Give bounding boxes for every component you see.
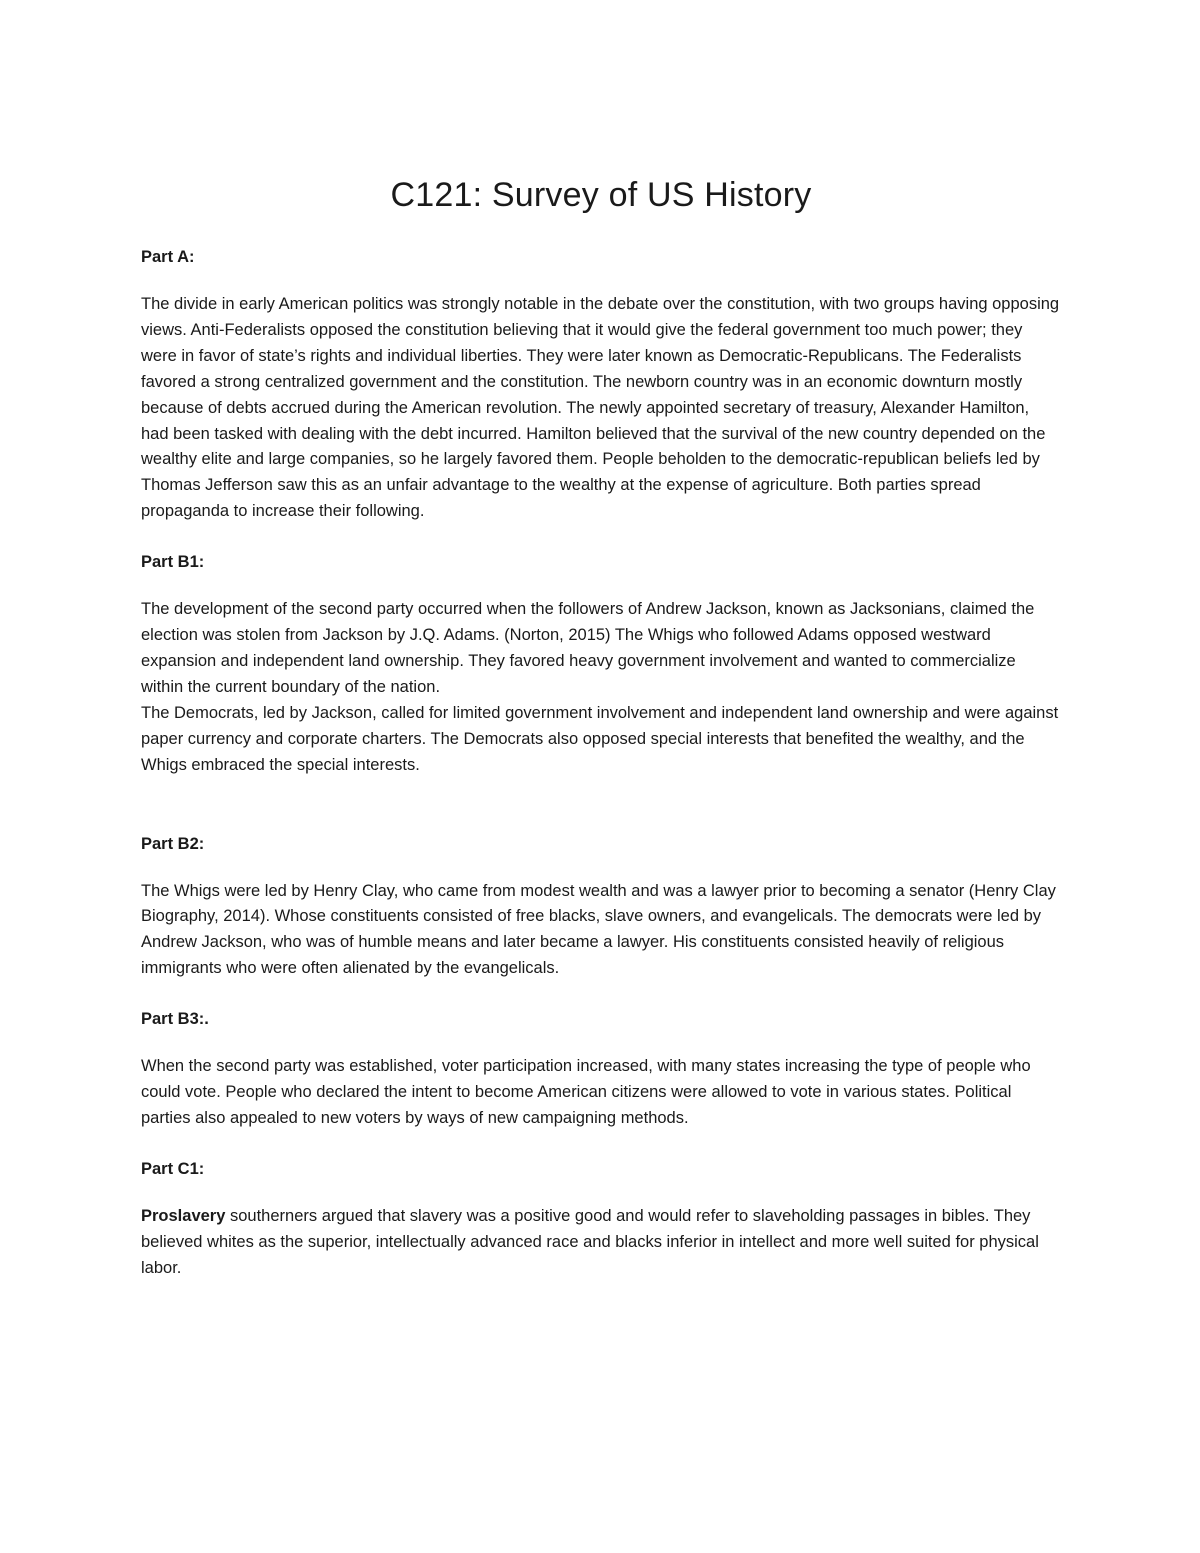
section-paragraph-part-b3: When the second party was established, voter participation increased, with many states increasing the type of people who could vote. People who declared the intent to become American citizens were allowed to vote in various states. Political parties also appealed to new voters by ways of new campaigning methods.: [141, 1057, 1031, 1127]
page-title: C121: Survey of US History: [390, 176, 812, 214]
section-paragraph-part-c1: [141, 1204, 1061, 1282]
section-heading-part-a: Part A:: [141, 248, 195, 266]
section-paragraph-part-b1-2: The Democrats, led by Jackson, called for limited government involvement and independent land ownership and were against paper currency and corporate charters. The Democrats also opposed special interests that benefited the wealthy, and the Whigs embraced the special interests.: [141, 703, 1059, 774]
document-body: [141, 172, 1061, 1282]
section-heading-part-b2: Part B2:: [141, 834, 205, 853]
section-paragraph-part-c1-text: southerners argued that slavery was a positive good and would refer to slaveholding passages in bibles. They believed whites as the superior, intellectually advanced race and blacks inferior in intellect and more well suited for physical labor.: [141, 1206, 1039, 1277]
section-heading-part-b1: Part B1:: [141, 553, 205, 572]
section-paragraph-part-b1-1: The development of the second party occurred when the followers of Andrew Jackson, known as Jacksonians, claimed the election was stolen from Jackson by J.Q. Adams. (Norton, 2015) The Whigs who followed Adams opposed westward expansion and independent land ownership. They favored heavy government involvement and wanted to commercialize within the current boundary of the nation.: [141, 600, 1035, 696]
section-paragraph-part-a: The divide in early American politics was strongly notable in the debate over the constitution, with two groups having opposing views. Anti-Federalists opposed the constitution believing that it would give the federal government too much power; they were in favor of state’s rights and individual liberties. They were later known as Democratic-Republicans. The Federalists favored a strong centralized government and the constitution. The newborn country was in an economic downturn mostly because of debts accrued during the American revolution. The newly appointed secretary of treasury, Alexander Hamilton, had been tasked with dealing with the debt incurred. Hamilton believed that the survival of the new country depended on the wealthy elite and large companies, so he largely favored them. People beholden to the democratic-republican beliefs led by Thomas Jefferson saw this as an unfair advantage to the wealthy at the expense of agriculture. Both parties spread propaganda to increase their following.: [141, 295, 1060, 521]
proslavery-term: Proslavery: [141, 1206, 226, 1225]
section-heading-part-c1: Part C1:: [141, 1159, 205, 1178]
section-heading-part-b3: Part B3:.: [141, 1010, 209, 1029]
section-paragraph-part-b2: The Whigs were led by Henry Clay, who came from modest wealth and was a lawyer prior to becoming a senator (Henry Clay Biography, 2014). Whose constituents consisted of free blacks, slave owners, and evangelicals. The democrats were led by Andrew Jackson, who was of humble means and later became a lawyer. His constituents consisted heavily of religious immigrants who were often alienated by the evangelicals.: [141, 881, 1056, 978]
